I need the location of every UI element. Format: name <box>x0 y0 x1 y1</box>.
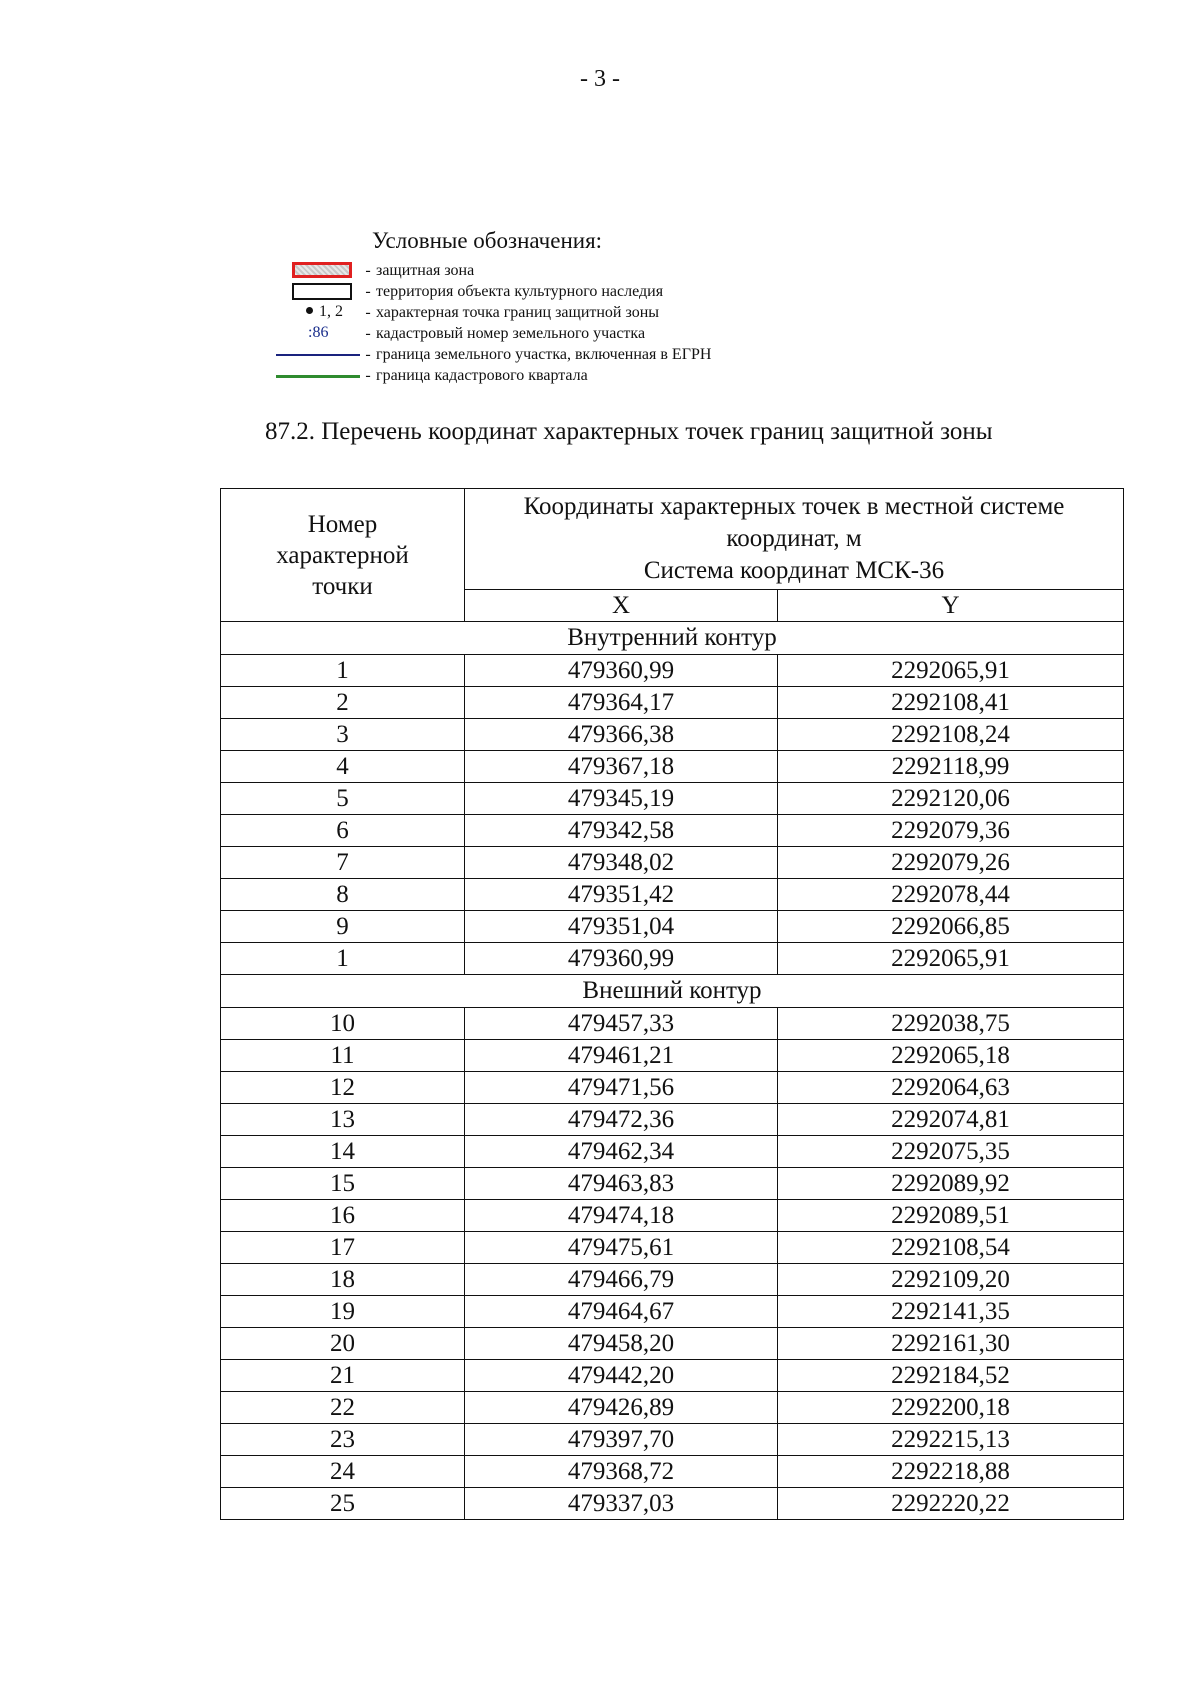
x-cell: 479360,99 <box>465 943 778 975</box>
header-coordinate-system: Система координат МСК-36 <box>643 557 945 584</box>
table-row <box>221 1264 1124 1296</box>
table-row <box>221 1296 1124 1328</box>
x-cell: 479464,67 <box>465 1296 778 1328</box>
cadastral-number-sample <box>276 323 360 344</box>
table-row <box>221 1488 1124 1520</box>
y-cell: 2292200,18 <box>778 1392 1124 1424</box>
point-number-cell: 13 <box>221 1104 465 1136</box>
point-number-cell: 2 <box>221 687 465 719</box>
table-row <box>221 783 1124 815</box>
legend-item-characteristic-point: 1, 2 - характерная точка границ защитной зоны <box>276 302 836 323</box>
y-cell: 2292064,63 <box>778 1072 1124 1104</box>
table-row <box>221 847 1124 879</box>
y-cell: 2292074,81 <box>778 1104 1124 1136</box>
contour-title: Внешний контур <box>221 975 1124 1008</box>
x-cell: 479474,18 <box>465 1200 778 1232</box>
table-row <box>221 1360 1124 1392</box>
x-cell: 479462,34 <box>465 1136 778 1168</box>
x-cell: 479364,17 <box>465 687 778 719</box>
section-title: 87.2. Перечень координат характерных точек границ защитной зоны <box>265 418 993 445</box>
point-marker-icon <box>276 302 360 323</box>
x-cell: 479351,42 <box>465 879 778 911</box>
y-cell: 2292108,41 <box>778 687 1124 719</box>
legend-item-label: граница кадастрового квартала <box>376 366 588 384</box>
header-y: Y <box>778 590 1124 622</box>
table-row <box>221 1232 1124 1264</box>
x-cell: 479442,20 <box>465 1360 778 1392</box>
cadastral-number-text: :86 <box>308 324 329 341</box>
point-number-cell: 23 <box>221 1424 465 1456</box>
x-cell: 479461,21 <box>465 1040 778 1072</box>
table-row <box>221 1072 1124 1104</box>
legend-item-label: граница земельного участка, включенная в ЕГРН <box>376 345 712 363</box>
y-cell: 2292109,20 <box>778 1264 1124 1296</box>
point-number-cell: 1 <box>221 943 465 975</box>
legend-item-protection-zone: - защитная зона <box>276 260 836 281</box>
y-cell: 2292079,36 <box>778 815 1124 847</box>
point-number-cell: 5 <box>221 783 465 815</box>
contour-group-row <box>221 975 1124 1008</box>
x-cell: 479367,18 <box>465 751 778 783</box>
y-cell: 2292089,51 <box>778 1200 1124 1232</box>
point-number-cell: 19 <box>221 1296 465 1328</box>
point-number-cell: 1 <box>221 655 465 687</box>
point-number-cell: 4 <box>221 751 465 783</box>
point-marker-text: 1, 2 <box>319 303 343 320</box>
y-cell: 2292161,30 <box>778 1328 1124 1360</box>
y-cell: 2292065,91 <box>778 943 1124 975</box>
header-point-number: Номер характерной точки <box>221 489 465 622</box>
point-number-cell: 24 <box>221 1456 465 1488</box>
table-row <box>221 1200 1124 1232</box>
y-cell: 2292184,52 <box>778 1360 1124 1392</box>
point-number-cell: 6 <box>221 815 465 847</box>
table-row <box>221 815 1124 847</box>
table-row <box>221 1424 1124 1456</box>
y-cell: 2292078,44 <box>778 879 1124 911</box>
table-row <box>221 1456 1124 1488</box>
point-number-cell: 25 <box>221 1488 465 1520</box>
legend-item-quarter-boundary: - граница кадастрового квартала <box>276 365 836 386</box>
coordinates-table-body <box>221 622 1124 1520</box>
x-cell: 479337,03 <box>465 1488 778 1520</box>
heritage-territory-swatch-icon <box>276 281 360 302</box>
x-cell: 479457,33 <box>465 1008 778 1040</box>
legend-item-cadastral-number: :86 - кадастровый номер земельного участка <box>276 323 836 344</box>
table-row <box>221 1168 1124 1200</box>
point-number-cell: 17 <box>221 1232 465 1264</box>
header-x: X <box>465 590 778 622</box>
table-row <box>221 751 1124 783</box>
contour-title: Внутренний контур <box>221 622 1124 655</box>
x-cell: 479360,99 <box>465 655 778 687</box>
green-line-icon <box>276 365 360 386</box>
contour-group-row <box>221 622 1124 655</box>
y-cell: 2292079,26 <box>778 847 1124 879</box>
y-cell: 2292089,92 <box>778 1168 1124 1200</box>
protection-zone-swatch-icon <box>276 260 360 281</box>
x-cell: 479366,38 <box>465 719 778 751</box>
table-row <box>221 655 1124 687</box>
y-cell: 2292065,18 <box>778 1040 1124 1072</box>
table-row <box>221 719 1124 751</box>
point-number-cell: 22 <box>221 1392 465 1424</box>
x-cell: 479351,04 <box>465 911 778 943</box>
point-number-cell: 21 <box>221 1360 465 1392</box>
x-cell: 479466,79 <box>465 1264 778 1296</box>
point-number-cell: 15 <box>221 1168 465 1200</box>
x-cell: 479368,72 <box>465 1456 778 1488</box>
point-number-cell: 10 <box>221 1008 465 1040</box>
point-number-cell: 18 <box>221 1264 465 1296</box>
table-row <box>221 1008 1124 1040</box>
y-cell: 2292066,85 <box>778 911 1124 943</box>
table-row <box>221 1136 1124 1168</box>
x-cell: 479475,61 <box>465 1232 778 1264</box>
table-row <box>221 1392 1124 1424</box>
x-cell: 479342,58 <box>465 815 778 847</box>
legend <box>276 228 836 386</box>
y-cell: 2292075,35 <box>778 1136 1124 1168</box>
x-cell: 479345,19 <box>465 783 778 815</box>
x-cell: 479348,02 <box>465 847 778 879</box>
y-cell: 2292065,91 <box>778 655 1124 687</box>
coordinates-table <box>220 488 1124 1520</box>
y-cell: 2292120,06 <box>778 783 1124 815</box>
point-number-cell: 3 <box>221 719 465 751</box>
point-number-cell: 16 <box>221 1200 465 1232</box>
table-row <box>221 687 1124 719</box>
x-cell: 479426,89 <box>465 1392 778 1424</box>
x-cell: 479472,36 <box>465 1104 778 1136</box>
point-number-cell: 12 <box>221 1072 465 1104</box>
point-number-cell: 11 <box>221 1040 465 1072</box>
point-number-cell: 9 <box>221 911 465 943</box>
point-number-cell: 8 <box>221 879 465 911</box>
legend-item-heritage-territory: - территория объекта культурного наследия <box>276 281 836 302</box>
header-coordinates-text: Координаты характерных точек в местной системе координат, м <box>523 493 1065 552</box>
x-cell: 479458,20 <box>465 1328 778 1360</box>
legend-item-label: характерная точка границ защитной зоны <box>376 303 660 321</box>
point-number-cell: 20 <box>221 1328 465 1360</box>
y-cell: 2292108,24 <box>778 719 1124 751</box>
legend-item-parcel-boundary: - граница земельного участка, включенная в ЕГРН <box>276 344 836 365</box>
table-row <box>221 1040 1124 1072</box>
legend-item-label: территория объекта культурного наследия <box>376 282 664 300</box>
point-number-cell: 7 <box>221 847 465 879</box>
y-cell: 2292118,99 <box>778 751 1124 783</box>
blue-line-icon <box>276 344 360 365</box>
x-cell: 479463,83 <box>465 1168 778 1200</box>
table-row <box>221 879 1124 911</box>
legend-item-label: защитная зона <box>376 261 475 279</box>
x-cell: 479397,70 <box>465 1424 778 1456</box>
y-cell: 2292038,75 <box>778 1008 1124 1040</box>
table-row <box>221 1328 1124 1360</box>
table-row <box>221 943 1124 975</box>
y-cell: 2292215,13 <box>778 1424 1124 1456</box>
y-cell: 2292141,35 <box>778 1296 1124 1328</box>
y-cell: 2292220,22 <box>778 1488 1124 1520</box>
legend-title: Условные обозначения: <box>372 228 603 253</box>
point-number-cell: 14 <box>221 1136 465 1168</box>
table-row <box>221 911 1124 943</box>
x-cell: 479471,56 <box>465 1072 778 1104</box>
y-cell: 2292108,54 <box>778 1232 1124 1264</box>
table-row <box>221 1104 1124 1136</box>
header-coordinates <box>465 489 1124 590</box>
legend-item-label: кадастровый номер земельного участка <box>376 324 646 342</box>
y-cell: 2292218,88 <box>778 1456 1124 1488</box>
page-number: - 3 - <box>580 66 620 92</box>
